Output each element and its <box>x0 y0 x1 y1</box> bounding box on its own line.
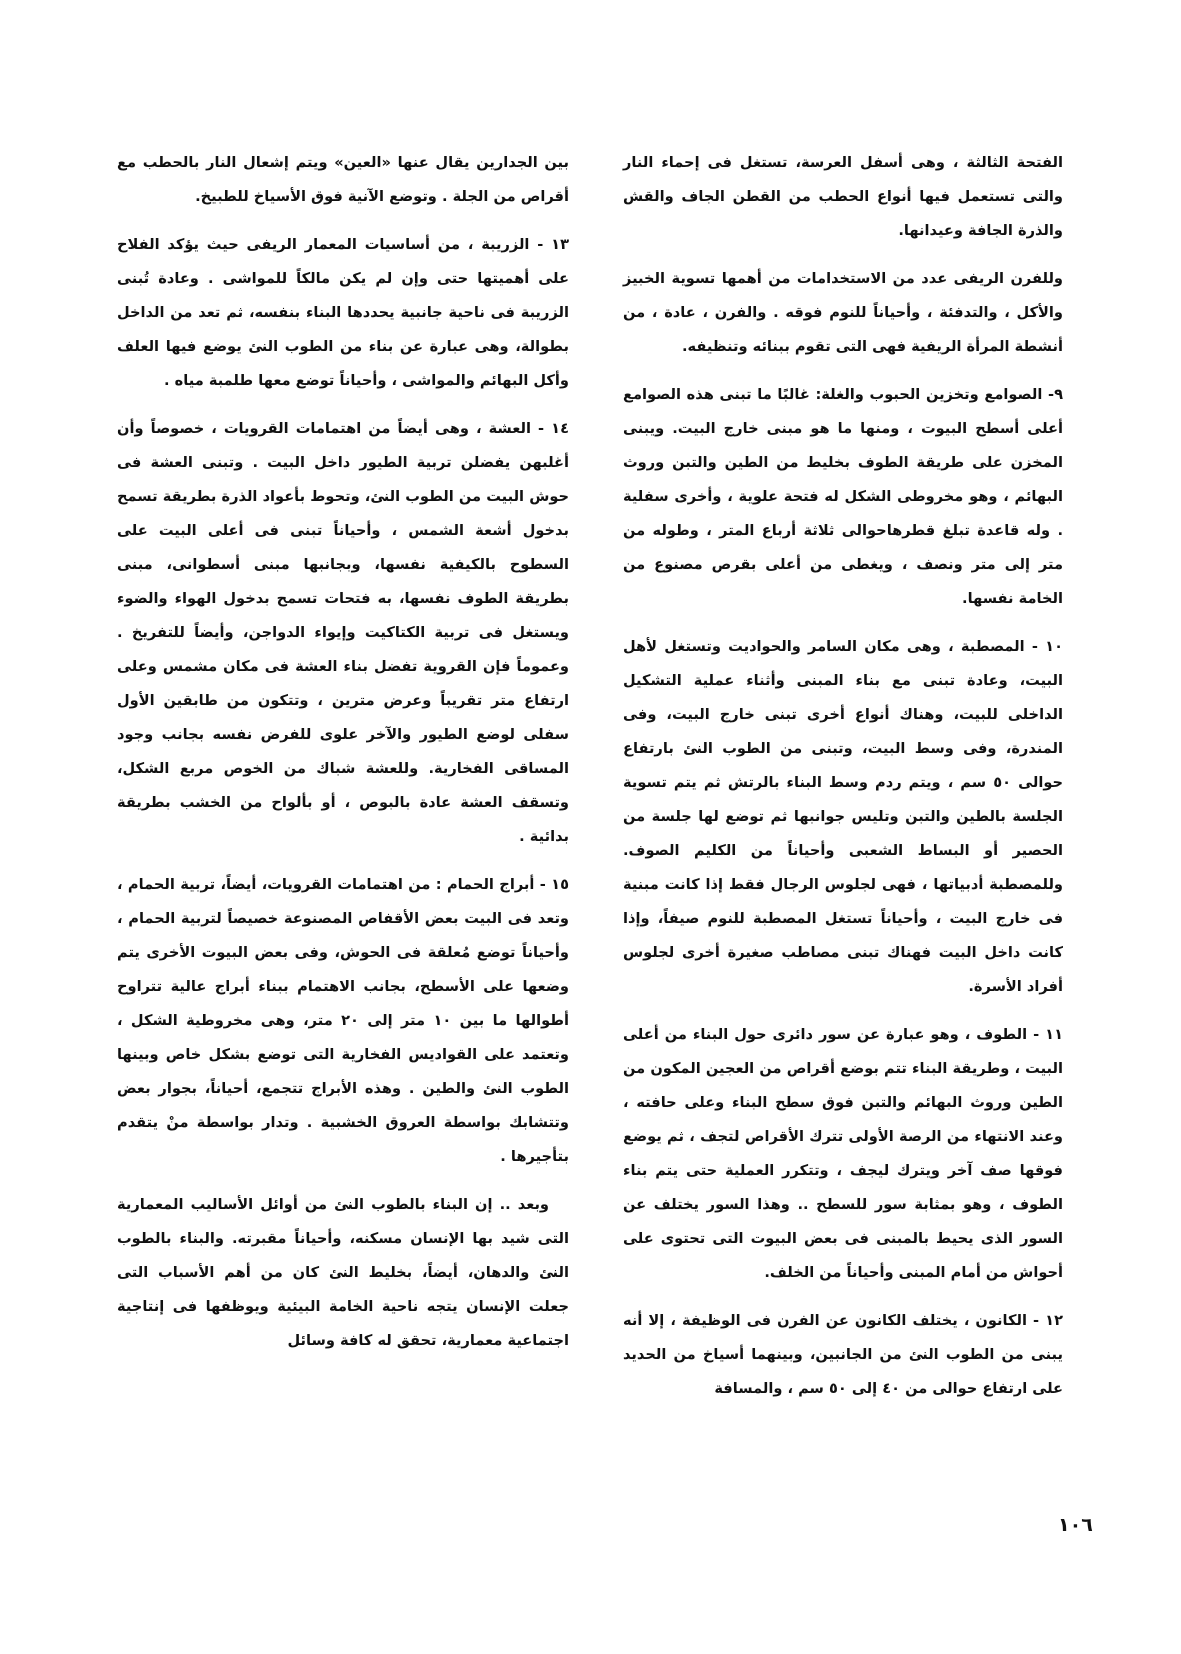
paragraph-silos: ٩- الصوامع وتخزين الحبوب والغلة: غالبًا ما تبنى هذه الصوامع أعلى أسطح البيوت ، ومنها ما هو مبنى خارج البيت. ويبنى المخزن على طريقة الطوف بخليط من الطين والتبن وروث البهائم ، وهو مخروطى الشكل له فتحة علوية ، وأخرى سفلية . وله قاعدة تبلغ قطرهاحوالى ثلاثة أرباع المتر ، وطوله من متر إلى متر ونصف ، ويغطى من أعلى بقرص مصنوع من الخامة نفسها. <box>623 386 1063 607</box>
paragraph-eshsha: ١٤ - العشة ، وهى أيضاً من اهتمامات القرويات ، خصوصاً وأن أغلبهن يفضلن تربية الطيور داخل البيت . وتبنى العشة فى حوش البيت من الطوب النئ، وتحوط بأعواد الذرة بطريقة تسمح بدخول أشعة الشمس ، وأحياناً تبنى فى أعلى البيت على السطوح بالكيفية نفسها، وبجانبها مبنى أسطوانى، مبنى بطريقة الطوف نفسها، به فتحات تسمح بدخول الهواء والضوء ويستغل فى تربية الكتاكيت وإيواء الدواجن، وأيضاً للتفريخ . وعموماً فإن القروية تفضل بناء العشة فى مكان مشمس وعلى ارتفاع متر تقريباً وعرض مترين ، وتتكون من طابقين الأول سفلى لوضع الطيور والآخر علوى للفرض نفسه بجانب وجود المساقى الفخارية. وللعشة شباك من الخوص مربع الشكل، وتسقف العشة عادة بالبوص ، أو بألواح من الخشب بطريقة بدائية . <box>117 420 569 845</box>
paragraph-mastaba: ١٠ - المصطبة ، وهى مكان السامر والحواديت وتستغل لأهل البيت، وعادة تبنى مع بناء المبنى وأثناء عملية التشكيل الداخلى للبيت، وهناك أنواع أخرى تبنى خارج البيت، وفى المندرة، وفى وسط البيت، وتبنى من الطوب النئ بارتفاع حوالى ٥٠ سم ، ويتم ردم وسط البناء بالرتش ثم يتم تسوية الجلسة بالطين والتبن وتليس جوانبها ثم توضع لها جلسة من الحصير أو البساط الشعبى وأحياناً من الكليم الصوف. وللمصطبة أدبياتها ، فهى لجلوس الرجال فقط إذا كانت مبنية فى خارج البيت ، وأحياناً تستغل المصطبة للنوم صيفاً، وإذا كانت داخل البيت فهناك تبنى مصاطب صغيرة أخرى لجلوس أفراد الأسرة. <box>623 638 1063 995</box>
left-text-column <box>117 146 569 1372</box>
paragraph-kanoun-continued: بين الجدارين يقال عنها «العين» ويتم إشعال النار بالحطب مع أقراص من الجلة . وتوضع الآنية فوق الأسياخ للطبيخ. <box>117 154 569 205</box>
paragraph-pigeon-towers: ١٥ - أبراج الحمام : من اهتمامات القرويات، أيضاً، تربية الحمام ، وتعد فى البيت بعض الأقفاص المصنوعة خصيصاً لتربية الحمام ، وأحياناً توضع مُعلقة فى الحوش، وفى بعض البيوت الأخرى يتم وضعها على الأسطح، بجانب الاهتمام ببناء أبراج عالية تتراوح أطوالها ما بين ١٠ متر إلى ٢٠ متر، وهى مخروطية الشكل ، وتعتمد على القواديس الفخارية التى توضع بشكل خاص وبينها الطوب النئ والطين . وهذه الأبراج تتجمع، أحياناً، بجوار بعض وتتشابك بواسطة العروق الخشبية . وتدار بواسطة منْ يتقدم بتأجيرها . <box>117 876 569 1165</box>
right-text-column <box>623 146 1063 1420</box>
paragraph-conclusion: وبعد .. إن البناء بالطوب النئ من أوائل الأساليب المعمارية التى شيد بها الإنسان مسكنه، وأحياناً مقبرته. والبناء بالطوب النئ والدهان، أيضاً، بخليط النئ كان من أهم الأسباب التى جعلت الإنسان يتجه ناحية الخامة البيئية ويوظفها فى إنتاجية اجتماعية معمارية، تحقق له كافة وسائل <box>117 1196 569 1349</box>
paragraph-tawf: ١١ - الطوف ، وهو عبارة عن سور دائرى حول البناء من أعلى البيت ، وطريقة البناء تتم بوضع أقراص من العجين المكون من الطين وروث البهائم والتبن فوق سطح البناء وعلى حافته ، وعند الانتهاء من الرصة الأولى تترك الأقراص لتجف ، ثم يوضع فوقها صف آخر ويترك ليجف ، وتتكرر العملية حتى يتم بناء الطوف ، وهو بمثابة سور للسطح .. وهذا السور يختلف عن السور الذى يحيط بالمبنى فى بعض البيوت التى تحتوى على أحواش من أمام المبنى وأحياناً من الخلف. <box>623 1026 1063 1281</box>
paragraph-kanoun: ١٢ - الكانون ، يختلف الكانون عن الفرن فى الوظيفة ، إلا أنه يبنى من الطوب النئ من الجانبين، وبينهما أسياخ من الحديد على ارتفاع حوالى من ٤٠ إلى ٥٠ سم ، والمسافة <box>623 1312 1063 1397</box>
page-number: ١٠٦ <box>1058 1514 1093 1536</box>
paragraph-oven-third-opening: الفتحة الثالثة ، وهى أسفل العرسة، تستغل فى إحماء النار والتى تستعمل فيها أنواع الحطب من القطن الجاف والقش والذرة الجافة وعيدانها. <box>623 154 1063 239</box>
paragraph-zariba: ١٣ - الزريبة ، من أساسيات المعمار الريفى حيث يؤكد الفلاح على أهميتها حتى وإن لم يكن مالكاً للمواشى . وعادة تُبنى الزريبة فى ناحية جانبية يحددها البناء بنفسه، ثم تعد من الداخل بطوالة، وهى عبارة عن بناء من الطوب النئ يوضع فيها العلف وأكل البهائم والمواشى ، وأحياناً توضع معها طلمبة مياه . <box>117 236 569 389</box>
paragraph-oven-uses: وللفرن الريفى عدد من الاستخدامات من أهمها تسوية الخبيز والأكل ، والتدفئة ، وأحياناً للنوم فوقه . والفرن ، عادة ، من أنشطة المرأة الريفية فهى التى تقوم ببنائه وتنظيفه. <box>623 270 1063 355</box>
